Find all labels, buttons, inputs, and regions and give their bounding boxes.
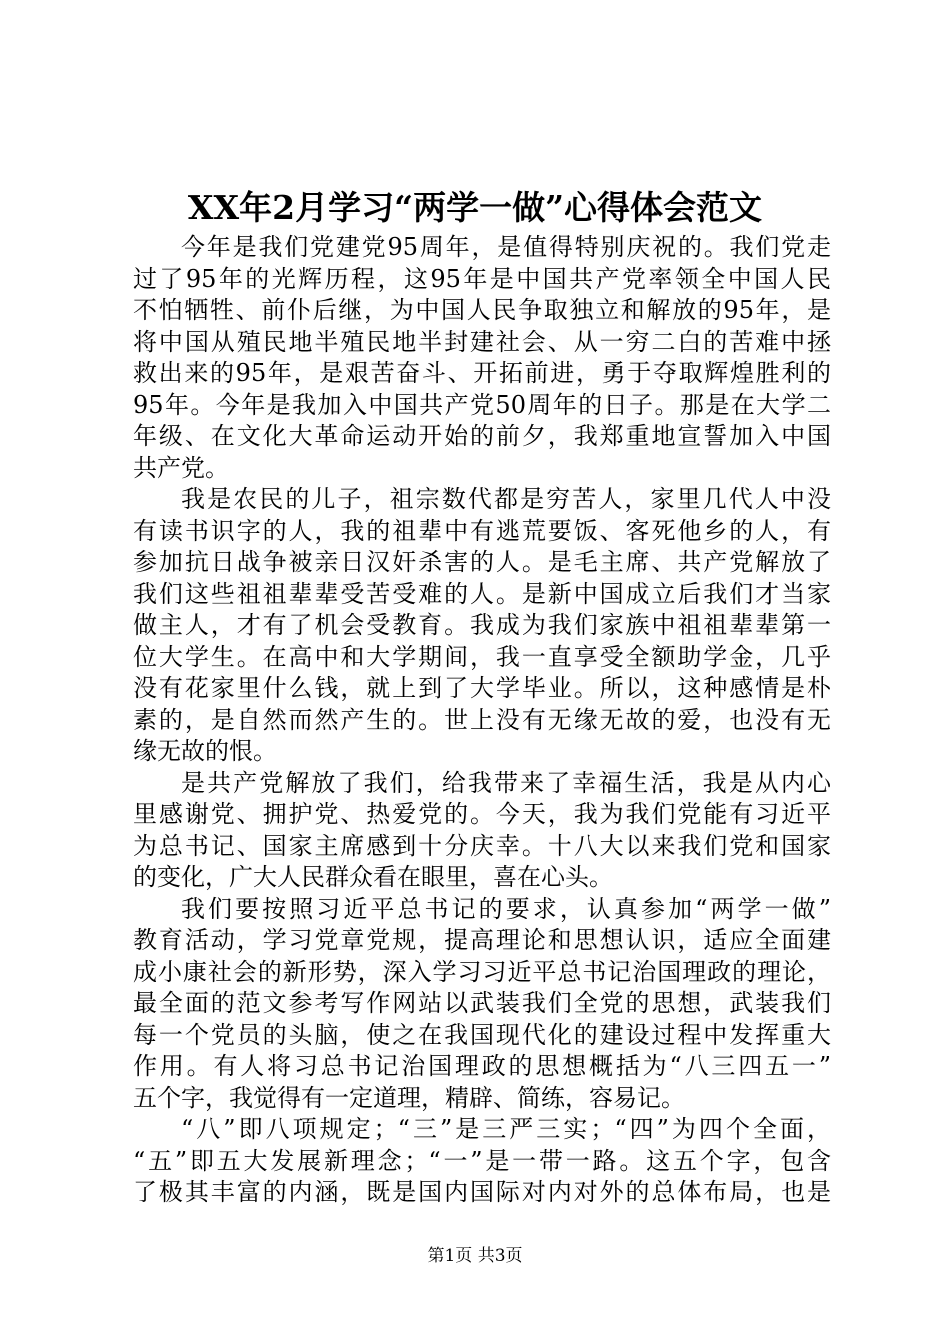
paragraph-line: 的变化，广大人民群众看在眼里，喜在心头。 [133,863,613,891]
paragraph-line: 我们要按照习近平总书记的要求，认真参加“两学一做” [181,894,831,923]
paragraph-line: 我是农民的儿子，祖宗数代都是穷苦人，家里几代人中没 [181,485,831,513]
paragraph-line: 素的，是自然而然产生的。世上没有无缘无故的爱，也没有无 [133,705,831,734]
paragraph-line: 参加抗日战争被亲日汉奸杀害的人。是毛主席、共产党解放了 [133,548,831,576]
paragraph-line: 年级、在文化大革命运动开始的前夕，我郑重地宣誓加入中国 [133,422,831,450]
document-title: XX年2月学习“两学一做”心得体会范文 [187,188,763,227]
paragraph [133,768,831,894]
page-footer: 第1页 共3页 [427,1246,523,1266]
document-body [133,232,831,1209]
paragraph-line: 作用。有人将习总书记治国理政的思想概括为“八三四五一” [133,1052,831,1080]
paragraph-line: 我们这些祖祖辈辈受苦受难的人。是新中国成立后我们才当家 [133,579,831,608]
paragraph-line: 救出来的95年，是艰苦奋斗、开拓前进，勇于夺取辉煌胜利的 [133,359,831,387]
paragraph-line: 五个字，我觉得有一定道理，精辟、简练，容易记。 [133,1083,685,1112]
paragraph-line: 成小康社会的新形势，深入学习习近平总书记治国理政的理论， [133,957,831,986]
paragraph-line: 95年。今年是我加入中国共产党50周年的日子。那是在大学二 [133,390,831,419]
paragraph-line: 没有花家里什么钱，就上到了大学毕业。所以，这种感情是朴 [133,674,831,702]
paragraph-line: 做主人，才有了机会受教育。我成为我们家族中祖祖辈辈第一 [133,611,831,639]
paragraph-line: “八”即八项规定；“三”是三严三实；“四”为四个全面， [181,1115,831,1143]
paragraph-line: 了极其丰富的内涵，既是国内国际对内对外的总体布局，也是 [133,1178,831,1206]
paragraph-line: 教育活动，学习党章党规，提高理论和思想认识，适应全面建 [133,926,831,954]
paragraph-line: 将中国从殖民地半殖民地半封建社会、从一穷二白的苦难中拯 [133,327,831,356]
paragraph [133,1114,831,1209]
paragraph-line: 缘无故的恨。 [133,737,277,765]
paragraph [133,484,831,768]
paragraph-line: 今年是我们党建党95周年，是值得特别庆祝的。我们党走 [181,233,831,261]
paragraph-line: 为总书记、国家主席感到十分庆幸。十八大以来我们党和国家 [133,831,831,860]
paragraph-line: 过了95年的光辉历程，这95年是中国共产党率领全中国人民 [133,264,831,293]
paragraph-line: 有读书识字的人，我的祖辈中有逃荒要饭、客死他乡的人，有 [133,516,831,545]
paragraph-line: 最全面的范文参考写作网站以武装我们全党的思想，武装我们 [133,989,831,1017]
paragraph-line: 共产党。 [133,453,229,482]
paragraph-line: 里感谢党、拥护党、热爱党的。今天，我为我们党能有习近平 [133,800,831,828]
paragraph-line: 每一个党员的头脑，使之在我国现代化的建设过程中发挥重大 [133,1020,831,1049]
paragraph [133,894,831,1115]
paragraph-line: 位大学生。在高中和大学期间，我一直享受全额助学金，几乎 [133,642,831,671]
paragraph-line: “五”即五大发展新理念；“一”是一带一路。这五个字，包含 [133,1146,831,1175]
paragraph [133,232,831,484]
paragraph-line: 是共产党解放了我们，给我带来了幸福生活，我是从内心 [181,768,831,797]
paragraph-line: 不怕牺牲、前仆后继，为中国人民争取独立和解放的95年，是 [133,296,831,324]
